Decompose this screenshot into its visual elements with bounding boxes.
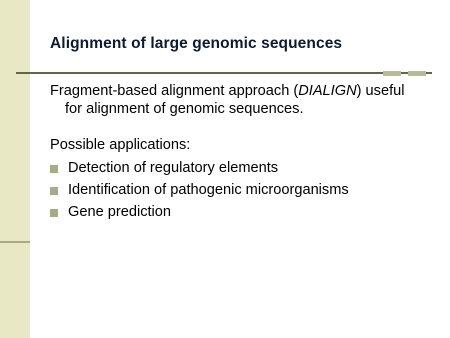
rule-accent-2: [408, 71, 426, 76]
slide-sidebar: [0, 0, 30, 338]
square-bullet-icon: [50, 165, 58, 173]
square-bullet-icon: [50, 187, 58, 195]
intro-text-end: ) useful: [356, 83, 405, 99]
slide-title: Alignment of large genomic sequences: [50, 35, 343, 52]
list-item-label: Detection of regulatory elements: [68, 160, 279, 176]
slide-body: [50, 82, 440, 223]
applications-list: [50, 157, 440, 223]
square-bullet-icon: [50, 209, 58, 217]
intro-text-start: Fragment-based alignment approach (: [50, 83, 299, 99]
intro-text-line2: for alignment of genomic sequences.: [65, 101, 304, 117]
list-item: [50, 201, 440, 223]
sidebar-divider: [0, 241, 30, 243]
intro-paragraph: [50, 82, 440, 118]
list-item-label: Gene prediction: [68, 204, 172, 220]
rule-accent-1: [383, 71, 401, 76]
list-item: [50, 157, 440, 179]
intro-italic-term: DIALIGN: [298, 83, 357, 99]
list-item: [50, 179, 440, 201]
list-item-label: Identification of pathogenic microorganisms: [68, 182, 349, 198]
applications-heading: Possible applications:: [50, 137, 191, 153]
title-rule: [16, 72, 432, 74]
